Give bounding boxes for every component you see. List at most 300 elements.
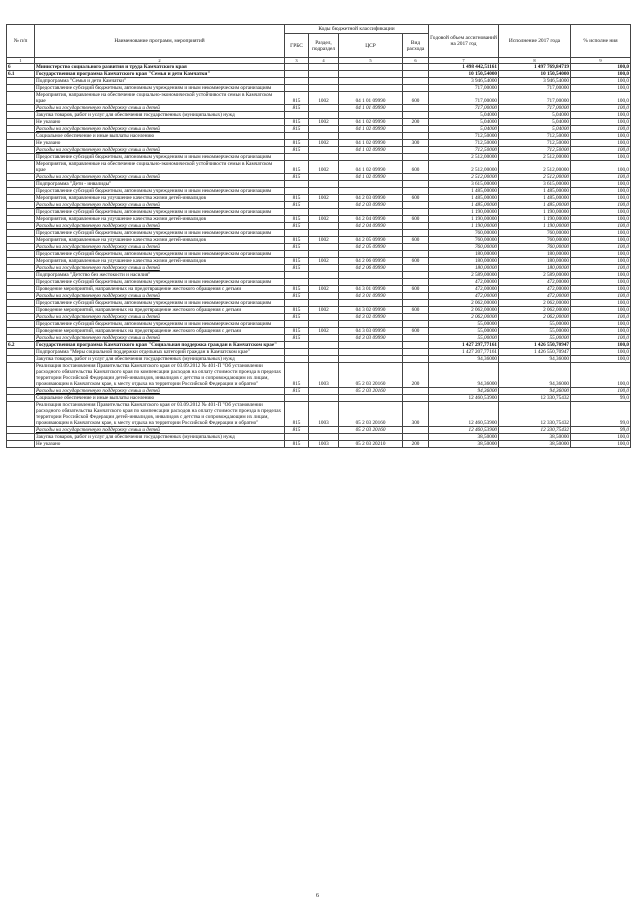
cell-vr bbox=[403, 427, 429, 434]
cell-num bbox=[7, 195, 35, 202]
cell-name: Мероприятия, направленные на улучшение качества жизни детей-инвалидов bbox=[35, 216, 285, 223]
cell-num bbox=[7, 230, 35, 237]
cell-vr bbox=[403, 279, 429, 286]
cell-grbs: 815 bbox=[285, 441, 309, 448]
cell-name: Расходы на государственную поддержку семьи и детей bbox=[35, 147, 285, 154]
cell-vr: 600 bbox=[403, 307, 429, 314]
cell-num bbox=[7, 427, 35, 434]
cell-pct: 100,0 bbox=[571, 174, 631, 181]
cell-plan: 472,00000 bbox=[429, 293, 499, 300]
table-row bbox=[7, 154, 631, 161]
cell-rz bbox=[309, 342, 339, 349]
cell-vr: 300 bbox=[403, 140, 429, 147]
cell-csr: 04 1 01 09990 bbox=[339, 92, 403, 105]
cell-grbs bbox=[285, 154, 309, 161]
cell-rz bbox=[309, 126, 339, 133]
header-plan: Годовой объем ассигнований на 2017 год bbox=[429, 25, 499, 58]
cell-csr: 05 2 03 20160 bbox=[339, 363, 403, 388]
cell-pct: 100,0 bbox=[571, 286, 631, 293]
table-row bbox=[7, 279, 631, 286]
cell-name: Расходы на государственную поддержку семьи и детей bbox=[35, 244, 285, 251]
cell-csr bbox=[339, 395, 403, 402]
cell-plan: 717,00000 bbox=[429, 105, 499, 112]
cell-grbs bbox=[285, 349, 309, 356]
cell-rz bbox=[309, 279, 339, 286]
index-cell: 8 bbox=[499, 58, 571, 64]
cell-vr: 200 bbox=[403, 119, 429, 126]
cell-rz bbox=[309, 265, 339, 272]
cell-vr bbox=[403, 342, 429, 349]
cell-exec: 1 190,00000 bbox=[499, 209, 571, 216]
cell-num bbox=[7, 265, 35, 272]
cell-plan: 55,00000 bbox=[429, 321, 499, 328]
cell-rz bbox=[309, 356, 339, 363]
cell-pct: 100,0 bbox=[571, 335, 631, 342]
cell-num bbox=[7, 258, 35, 265]
cell-pct: 100,0 bbox=[571, 202, 631, 209]
cell-num bbox=[7, 286, 35, 293]
table-row bbox=[7, 349, 631, 356]
cell-pct: 100,0 bbox=[571, 434, 631, 441]
cell-exec: 1 426 550,70947 bbox=[499, 349, 571, 356]
cell-csr: 04 2 05 09990 bbox=[339, 244, 403, 251]
cell-num bbox=[7, 441, 35, 448]
cell-vr bbox=[403, 293, 429, 300]
cell-pct: 100,0 bbox=[571, 237, 631, 244]
cell-grbs: 815 bbox=[285, 335, 309, 342]
table-row bbox=[7, 195, 631, 202]
cell-plan: 2 062,00000 bbox=[429, 314, 499, 321]
cell-num bbox=[7, 161, 35, 174]
cell-vr bbox=[403, 64, 429, 71]
cell-plan: 472,00000 bbox=[429, 279, 499, 286]
cell-rz bbox=[309, 78, 339, 85]
cell-plan: 5,04000 bbox=[429, 112, 499, 119]
cell-num bbox=[7, 244, 35, 251]
cell-rz: 1002 bbox=[309, 258, 339, 265]
cell-plan: 760,00000 bbox=[429, 230, 499, 237]
table-row bbox=[7, 293, 631, 300]
cell-pct: 100,0 bbox=[571, 161, 631, 174]
cell-plan: 2 589,00000 bbox=[429, 272, 499, 279]
cell-pct: 100,0 bbox=[571, 441, 631, 448]
cell-vr bbox=[403, 300, 429, 307]
cell-rz bbox=[309, 188, 339, 195]
cell-plan: 3 946,54000 bbox=[429, 78, 499, 85]
cell-plan: 2 512,00000 bbox=[429, 154, 499, 161]
header-grbs: ГРБС bbox=[285, 34, 309, 58]
cell-vr: 200 bbox=[403, 363, 429, 388]
cell-grbs: 815 bbox=[285, 363, 309, 388]
table-row bbox=[7, 85, 631, 92]
cell-exec: 1 426 550,70947 bbox=[499, 342, 571, 349]
cell-pct: 100,0 bbox=[571, 105, 631, 112]
cell-num bbox=[7, 279, 35, 286]
cell-name: Реализация постановления Правительства Камчатского края от 03.09.2012 № 401-П "Об установлении расходного обязательства Камчатского края по компенсации расходов на оплату стоимости проезда в пределах территории Российской Федерации детей-инвалидов, инвалидов с детства и сопровождающим их лицам, проживающим в Камчатском крае, к месту отдыха на территории Российской Федерации и обратно" bbox=[35, 402, 285, 427]
cell-vr bbox=[403, 349, 429, 356]
cell-num bbox=[7, 251, 35, 258]
cell-num bbox=[7, 78, 35, 85]
table-row bbox=[7, 112, 631, 119]
cell-exec: 5,04000 bbox=[499, 119, 571, 126]
cell-csr: 04 1 02 09990 bbox=[339, 147, 403, 154]
cell-plan: 1 190,00000 bbox=[429, 223, 499, 230]
table-row bbox=[7, 441, 631, 448]
index-cell: 3 bbox=[285, 58, 309, 64]
cell-name: Расходы на государственную поддержку семьи и детей bbox=[35, 202, 285, 209]
header-codes-group: Коды бюджетной классификации bbox=[285, 25, 429, 34]
cell-num bbox=[7, 209, 35, 216]
cell-exec: 717,00000 bbox=[499, 85, 571, 92]
cell-grbs bbox=[285, 71, 309, 78]
cell-grbs: 815 bbox=[285, 237, 309, 244]
cell-name: Мероприятия, направленные на обеспечение социально-экономической устойчивости семьи в Камчатском крае bbox=[35, 92, 285, 105]
cell-pct: 100,0 bbox=[571, 265, 631, 272]
cell-csr: 04 2 04 09990 bbox=[339, 216, 403, 223]
cell-plan: 712,50000 bbox=[429, 147, 499, 154]
cell-grbs bbox=[285, 251, 309, 258]
cell-rz bbox=[309, 181, 339, 188]
table-row bbox=[7, 286, 631, 293]
table-row bbox=[7, 92, 631, 105]
table-row bbox=[7, 342, 631, 349]
cell-name: Социальное обеспечение и иные выплаты населению bbox=[35, 395, 285, 402]
cell-pct: 100,0 bbox=[571, 71, 631, 78]
table-row bbox=[7, 174, 631, 181]
cell-rz: 1003 bbox=[309, 402, 339, 427]
cell-num bbox=[7, 237, 35, 244]
cell-grbs bbox=[285, 112, 309, 119]
cell-pct: 100,0 bbox=[571, 154, 631, 161]
cell-vr: 600 bbox=[403, 258, 429, 265]
cell-csr: 04 2 03 09990 bbox=[339, 202, 403, 209]
cell-pct: 100,0 bbox=[571, 388, 631, 395]
cell-exec: 472,00000 bbox=[499, 293, 571, 300]
cell-plan: 180,00000 bbox=[429, 265, 499, 272]
cell-num bbox=[7, 85, 35, 92]
cell-pct: 100,0 bbox=[571, 230, 631, 237]
cell-vr: 600 bbox=[403, 328, 429, 335]
cell-pct: 100,0 bbox=[571, 195, 631, 202]
cell-name: Предоставление субсидий бюджетным, автономным учреждениям и иным некоммерческим организациям bbox=[35, 300, 285, 307]
cell-grbs: 815 bbox=[285, 195, 309, 202]
cell-vr bbox=[403, 188, 429, 195]
cell-rz bbox=[309, 71, 339, 78]
cell-grbs bbox=[285, 209, 309, 216]
table-row bbox=[7, 272, 631, 279]
table-row bbox=[7, 140, 631, 147]
cell-grbs bbox=[285, 300, 309, 307]
cell-pct: 100,0 bbox=[571, 300, 631, 307]
cell-name: Расходы на государственную поддержку семьи и детей bbox=[35, 293, 285, 300]
cell-vr bbox=[403, 133, 429, 140]
cell-csr bbox=[339, 356, 403, 363]
cell-rz bbox=[309, 300, 339, 307]
cell-exec: 12 330,75432 bbox=[499, 427, 571, 434]
cell-grbs: 815 bbox=[285, 388, 309, 395]
cell-rz: 1002 bbox=[309, 328, 339, 335]
table-row bbox=[7, 402, 631, 427]
cell-num bbox=[7, 92, 35, 105]
cell-exec: 2 512,00000 bbox=[499, 154, 571, 161]
cell-num bbox=[7, 272, 35, 279]
header-vr: Вид расхода bbox=[403, 34, 429, 58]
cell-csr: 04 1 02 09990 bbox=[339, 161, 403, 174]
table-row bbox=[7, 258, 631, 265]
cell-csr: 05 2 03 20160 bbox=[339, 388, 403, 395]
table-row bbox=[7, 388, 631, 395]
cell-rz: 1003 bbox=[309, 363, 339, 388]
table-row bbox=[7, 434, 631, 441]
cell-vr bbox=[403, 388, 429, 395]
cell-num bbox=[7, 188, 35, 195]
cell-csr: 04 3 02 09990 bbox=[339, 314, 403, 321]
cell-num bbox=[7, 133, 35, 140]
cell-csr: 05 2 03 20210 bbox=[339, 441, 403, 448]
cell-plan: 5,04000 bbox=[429, 119, 499, 126]
cell-pct: 100,0 bbox=[571, 349, 631, 356]
cell-exec: 1 190,00000 bbox=[499, 216, 571, 223]
header-row-1 bbox=[7, 25, 631, 34]
table-row bbox=[7, 328, 631, 335]
cell-num bbox=[7, 202, 35, 209]
cell-rz bbox=[309, 85, 339, 92]
cell-exec: 1 190,00000 bbox=[499, 223, 571, 230]
cell-grbs bbox=[285, 279, 309, 286]
cell-plan: 2 512,00000 bbox=[429, 174, 499, 181]
cell-pct: 100,0 bbox=[571, 92, 631, 105]
cell-plan: 94,36000 bbox=[429, 356, 499, 363]
table-row bbox=[7, 314, 631, 321]
cell-plan: 94,36000 bbox=[429, 363, 499, 388]
table-row bbox=[7, 251, 631, 258]
cell-csr: 04 3 02 09990 bbox=[339, 307, 403, 314]
cell-plan: 712,50000 bbox=[429, 140, 499, 147]
cell-plan: 717,00000 bbox=[429, 92, 499, 105]
cell-vr bbox=[403, 209, 429, 216]
cell-grbs bbox=[285, 230, 309, 237]
index-cell: 1 bbox=[7, 58, 35, 64]
cell-exec: 760,00000 bbox=[499, 230, 571, 237]
cell-csr bbox=[339, 349, 403, 356]
cell-exec: 712,50000 bbox=[499, 140, 571, 147]
cell-num bbox=[7, 434, 35, 441]
cell-num bbox=[7, 112, 35, 119]
cell-exec: 472,00000 bbox=[499, 279, 571, 286]
cell-rz bbox=[309, 244, 339, 251]
cell-exec: 1 497 769,84719 bbox=[499, 64, 571, 71]
cell-rz: 1003 bbox=[309, 441, 339, 448]
cell-csr bbox=[339, 209, 403, 216]
table-row bbox=[7, 188, 631, 195]
cell-pct: 99,0 bbox=[571, 427, 631, 434]
cell-pct: 100,0 bbox=[571, 307, 631, 314]
table-row bbox=[7, 427, 631, 434]
cell-pct: 100,0 bbox=[571, 119, 631, 126]
cell-exec: 760,00000 bbox=[499, 237, 571, 244]
cell-pct: 100,0 bbox=[571, 258, 631, 265]
cell-name: Мероприятия, направленные на обеспечение социально-экономической устойчивости семьи в Камчатском крае bbox=[35, 161, 285, 174]
cell-grbs: 815 bbox=[285, 161, 309, 174]
table-row bbox=[7, 119, 631, 126]
cell-rz bbox=[309, 64, 339, 71]
cell-csr bbox=[339, 434, 403, 441]
cell-vr bbox=[403, 71, 429, 78]
cell-grbs bbox=[285, 85, 309, 92]
cell-plan: 180,00000 bbox=[429, 258, 499, 265]
cell-name: Предоставление субсидий бюджетным, автономным учреждениям и иным некоммерческим организациям bbox=[35, 154, 285, 161]
cell-rz bbox=[309, 223, 339, 230]
cell-pct: 100,0 bbox=[571, 314, 631, 321]
cell-csr bbox=[339, 64, 403, 71]
cell-grbs: 815 bbox=[285, 140, 309, 147]
cell-csr bbox=[339, 154, 403, 161]
cell-exec: 2 062,00000 bbox=[499, 314, 571, 321]
cell-csr: 04 1 02 09990 bbox=[339, 119, 403, 126]
cell-rz bbox=[309, 388, 339, 395]
cell-grbs: 815 bbox=[285, 427, 309, 434]
cell-num bbox=[7, 349, 35, 356]
cell-grbs: 815 bbox=[285, 119, 309, 126]
cell-name: Подпрограмма "Меры социальной поддержки отдельных категорий граждан в Камчатском крае" bbox=[35, 349, 285, 356]
cell-grbs: 815 bbox=[285, 216, 309, 223]
cell-num bbox=[7, 314, 35, 321]
cell-exec: 38,50000 bbox=[499, 441, 571, 448]
cell-rz: 1002 bbox=[309, 307, 339, 314]
cell-grbs bbox=[285, 321, 309, 328]
table-row bbox=[7, 321, 631, 328]
cell-plan: 472,00000 bbox=[429, 286, 499, 293]
cell-vr bbox=[403, 181, 429, 188]
cell-name: Реализация постановления Правительства Камчатского края от 03.09.2012 № 401-П "Об установлении расходного обязательства Камчатского края по компенсации расходов на оплату стоимости проезда в пределах территории Российской Федерации детей-инвалидов, инвалидов с детства и сопровождающим их лицам, проживающим в Камчатском крае, к месту отдыха на территории Российской Федерации и обратно" bbox=[35, 363, 285, 388]
cell-plan: 1 190,00000 bbox=[429, 216, 499, 223]
page-number: 6 bbox=[316, 893, 319, 899]
cell-csr bbox=[339, 71, 403, 78]
cell-name: Подпрограмма "Семья и дети Камчатки" bbox=[35, 78, 285, 85]
cell-pct: 100,0 bbox=[571, 181, 631, 188]
cell-grbs: 815 bbox=[285, 244, 309, 251]
cell-pct: 100,0 bbox=[571, 321, 631, 328]
cell-exec: 760,00000 bbox=[499, 244, 571, 251]
cell-exec: 12 330,75432 bbox=[499, 402, 571, 427]
cell-grbs: 815 bbox=[285, 105, 309, 112]
cell-num bbox=[7, 140, 35, 147]
cell-rz bbox=[309, 251, 339, 258]
cell-csr: 04 1 01 09990 bbox=[339, 105, 403, 112]
cell-num bbox=[7, 300, 35, 307]
cell-grbs bbox=[285, 342, 309, 349]
header-rz: Раздел, подраздел bbox=[309, 34, 339, 58]
table-row bbox=[7, 237, 631, 244]
cell-rz bbox=[309, 427, 339, 434]
cell-pct: 100,0 bbox=[571, 328, 631, 335]
cell-grbs: 815 bbox=[285, 286, 309, 293]
cell-exec: 1 485,00000 bbox=[499, 202, 571, 209]
cell-rz bbox=[309, 395, 339, 402]
cell-num bbox=[7, 321, 35, 328]
cell-exec: 94,36000 bbox=[499, 363, 571, 388]
table-row bbox=[7, 395, 631, 402]
cell-exec: 3 615,00000 bbox=[499, 181, 571, 188]
cell-grbs: 815 bbox=[285, 293, 309, 300]
cell-vr bbox=[403, 272, 429, 279]
cell-num bbox=[7, 335, 35, 342]
cell-csr bbox=[339, 181, 403, 188]
cell-grbs: 815 bbox=[285, 328, 309, 335]
cell-grbs: 815 bbox=[285, 147, 309, 154]
cell-name: Государственная программа Камчатского края "Социальная поддержка граждан в Камчатском крае" bbox=[35, 342, 285, 349]
cell-csr: 04 3 01 09990 bbox=[339, 286, 403, 293]
cell-grbs: 815 bbox=[285, 223, 309, 230]
index-cell: 4 bbox=[309, 58, 339, 64]
cell-grbs bbox=[285, 181, 309, 188]
cell-pct: 100,0 bbox=[571, 133, 631, 140]
cell-name: Расходы на государственную поддержку семьи и детей bbox=[35, 314, 285, 321]
table-body bbox=[7, 64, 631, 448]
cell-csr bbox=[339, 279, 403, 286]
cell-vr bbox=[403, 85, 429, 92]
cell-exec: 55,00000 bbox=[499, 328, 571, 335]
cell-vr bbox=[403, 223, 429, 230]
cell-rz bbox=[309, 174, 339, 181]
table-row bbox=[7, 181, 631, 188]
cell-num bbox=[7, 307, 35, 314]
cell-pct: 100,0 bbox=[571, 216, 631, 223]
cell-csr: 04 3 03 09990 bbox=[339, 328, 403, 335]
cell-plan: 12 460,53900 bbox=[429, 427, 499, 434]
cell-grbs bbox=[285, 64, 309, 71]
cell-name: Не указано bbox=[35, 140, 285, 147]
cell-num bbox=[7, 363, 35, 388]
cell-rz bbox=[309, 147, 339, 154]
cell-pct: 100,0 bbox=[571, 64, 631, 71]
cell-plan: 760,00000 bbox=[429, 237, 499, 244]
table-row bbox=[7, 147, 631, 154]
cell-exec: 717,00000 bbox=[499, 105, 571, 112]
cell-name: Государственная программа Камчатского края "Семья и дети Камчатки" bbox=[35, 71, 285, 78]
cell-grbs: 815 bbox=[285, 202, 309, 209]
cell-plan: 1 427 207,77161 bbox=[429, 349, 499, 356]
header-name: Наименование программ, мероприятий bbox=[35, 25, 285, 58]
cell-exec: 2 512,00000 bbox=[499, 161, 571, 174]
cell-num bbox=[7, 328, 35, 335]
cell-name: Проведение мероприятий, направленных на предотвращение жестокого обращения с детьми bbox=[35, 286, 285, 293]
table-row bbox=[7, 244, 631, 251]
cell-name: Предоставление субсидий бюджетным, автономным учреждениям и иным некоммерческим организациям bbox=[35, 209, 285, 216]
cell-rz bbox=[309, 230, 339, 237]
cell-pct: 100,0 bbox=[571, 293, 631, 300]
cell-pct: 100,0 bbox=[571, 363, 631, 388]
cell-num: 6.1 bbox=[7, 71, 35, 78]
cell-plan: 38,50000 bbox=[429, 441, 499, 448]
cell-vr bbox=[403, 265, 429, 272]
table-row bbox=[7, 209, 631, 216]
cell-plan: 2 062,00000 bbox=[429, 307, 499, 314]
cell-plan: 55,00000 bbox=[429, 335, 499, 342]
cell-name: Проведение мероприятий, направленных на предотвращение жестокого обращения с детьми bbox=[35, 307, 285, 314]
cell-csr: 04 3 03 09990 bbox=[339, 335, 403, 342]
cell-name: Социальное обеспечение и иные выплаты населению bbox=[35, 133, 285, 140]
cell-plan: 712,50000 bbox=[429, 133, 499, 140]
cell-grbs bbox=[285, 272, 309, 279]
cell-rz bbox=[309, 314, 339, 321]
cell-vr: 300 bbox=[403, 402, 429, 427]
cell-exec: 180,00000 bbox=[499, 258, 571, 265]
cell-name: Мероприятия, направленные на улучшение качества жизни детей-инвалидов bbox=[35, 258, 285, 265]
table-row bbox=[7, 216, 631, 223]
cell-rz: 1002 bbox=[309, 237, 339, 244]
cell-num bbox=[7, 223, 35, 230]
